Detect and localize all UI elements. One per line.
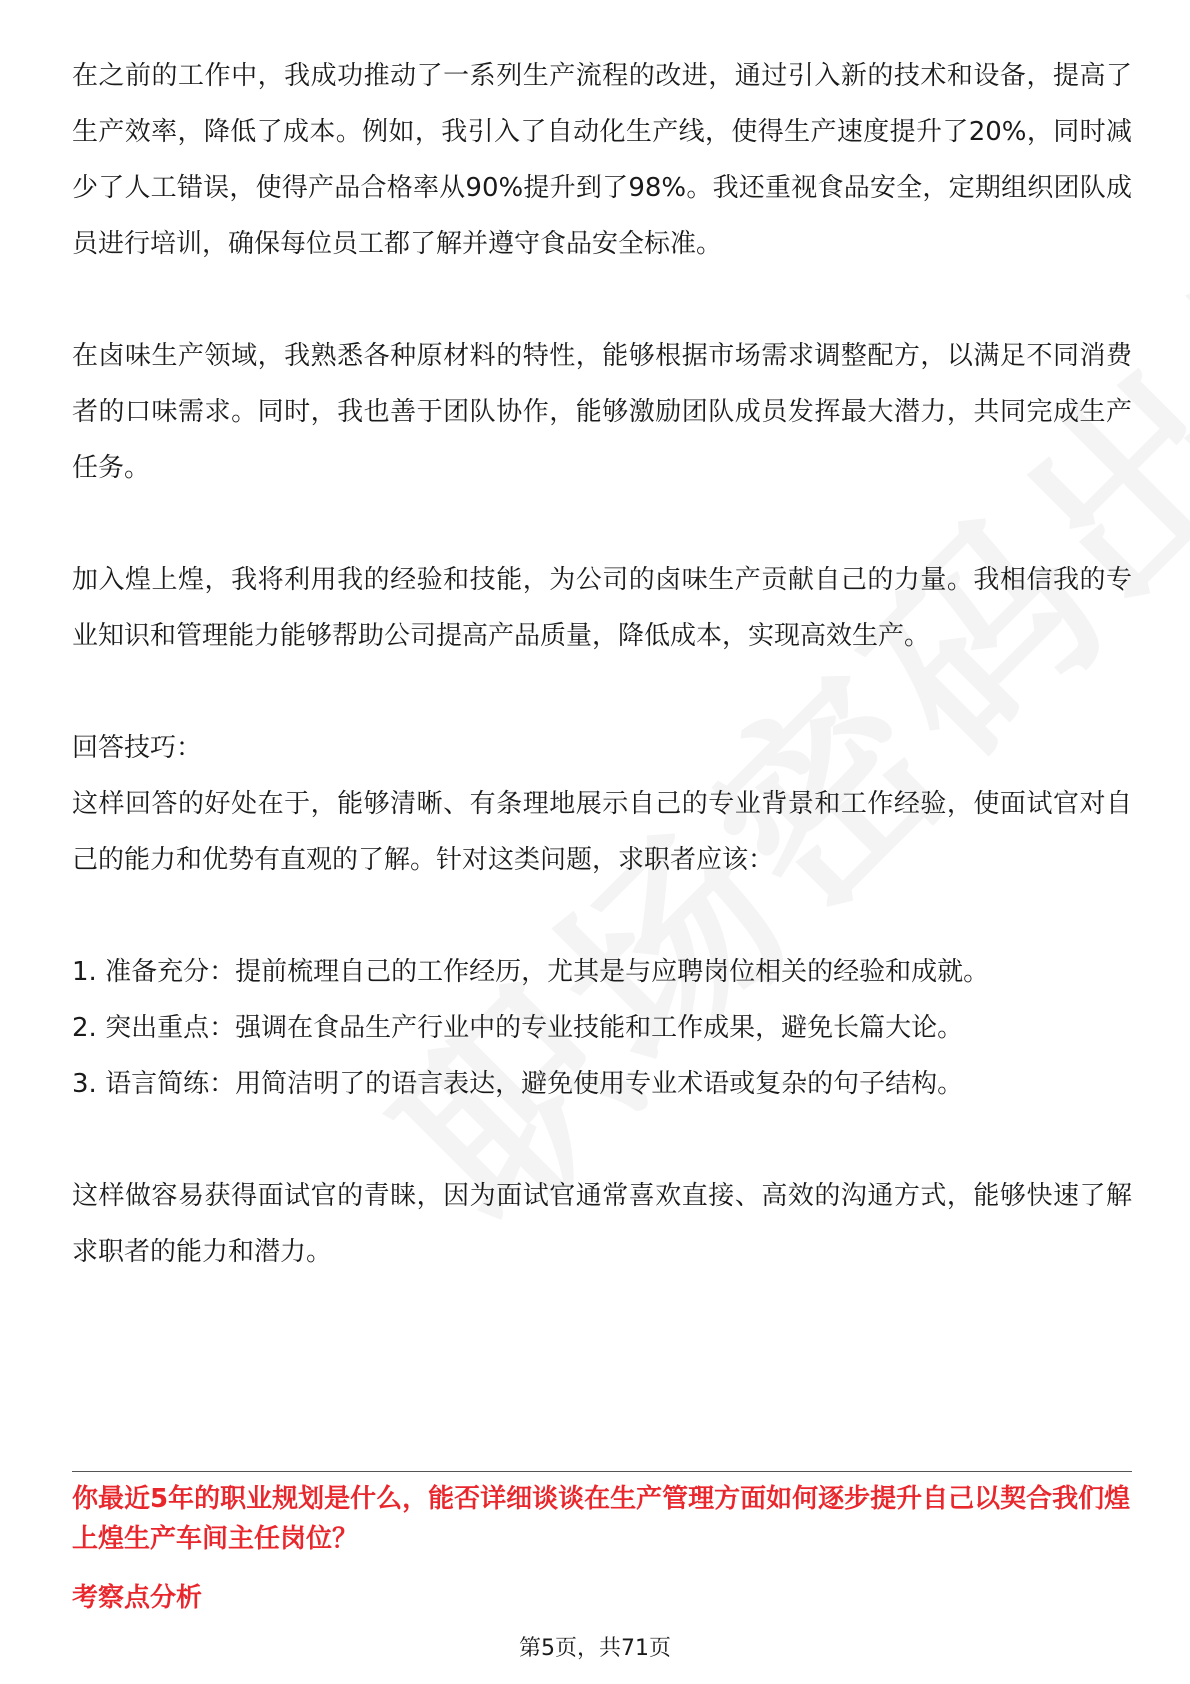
next-question-title: 你最近5年的职业规划是什么，能否详细谈谈在生产管理方面如何逐步提升自己以契合我们煌上煌生产车间主任岗位？	[72, 1484, 1131, 1554]
spacer	[72, 888, 1132, 944]
paragraph-improvements: 在之前的工作中，我成功推动了一系列生产流程的改进，通过引入新的技术和设备，提高了生产效率，降低了成本。例如，我引入了自动化生产线，使得生产速度提升了20%，同时减少了人工错误，使得产品合格率从90%提升到了98%。我还重视食品安全，定期组织团队成员进行培训，确保每位员工都了解并遵守食品安全标准。	[72, 61, 1132, 259]
tips-label: 回答技巧：	[72, 733, 203, 763]
section-divider	[72, 1471, 1132, 1472]
paragraph-conclusion: 这样做容易获得面试官的青睐，因为面试官通常喜欢直接、高效的沟通方式，能够快速了解求职者的能力和潜力。	[72, 1181, 1132, 1267]
page-number-footer: 第5页，共71页	[519, 1636, 671, 1661]
spacer	[72, 496, 1132, 552]
document-body	[72, 48, 1132, 1280]
tips-list-item-3: 3. 语言简练：用简洁明了的语言表达，避免使用专业术语或复杂的句子结构。	[72, 1069, 964, 1099]
tips-list-item-1: 1. 准备充分：提前梳理自己的工作经历，尤其是与应聘岗位相关的经验和成就。	[72, 957, 990, 987]
spacer	[72, 664, 1132, 720]
paragraph-tips-intro: 这样回答的好处在于，能够清晰、有条理地展示自己的专业背景和工作经验，使面试官对自己的能力和优势有直观的了解。针对这类问题，求职者应该：	[72, 789, 1132, 875]
paragraph-expertise: 在卤味生产领域，我熟悉各种原材料的特性，能够根据市场需求调整配方，以满足不同消费者的口味需求。同时，我也善于团队协作，能够激励团队成员发挥最大潜力，共同完成生产任务。	[72, 341, 1132, 483]
spacer	[72, 1112, 1132, 1168]
spacer	[72, 272, 1132, 328]
paragraph-join-company: 加入煌上煌，我将利用我的经验和技能，为公司的卤味生产贡献自己的力量。我相信我的专业知识和管理能力能够帮助公司提高产品质量，降低成本，实现高效生产。	[72, 565, 1132, 651]
tips-list-item-2: 2. 突出重点：强调在食品生产行业中的专业技能和工作成果，避免长篇大论。	[72, 1013, 964, 1043]
analysis-heading: 考察点分析	[72, 1583, 203, 1613]
